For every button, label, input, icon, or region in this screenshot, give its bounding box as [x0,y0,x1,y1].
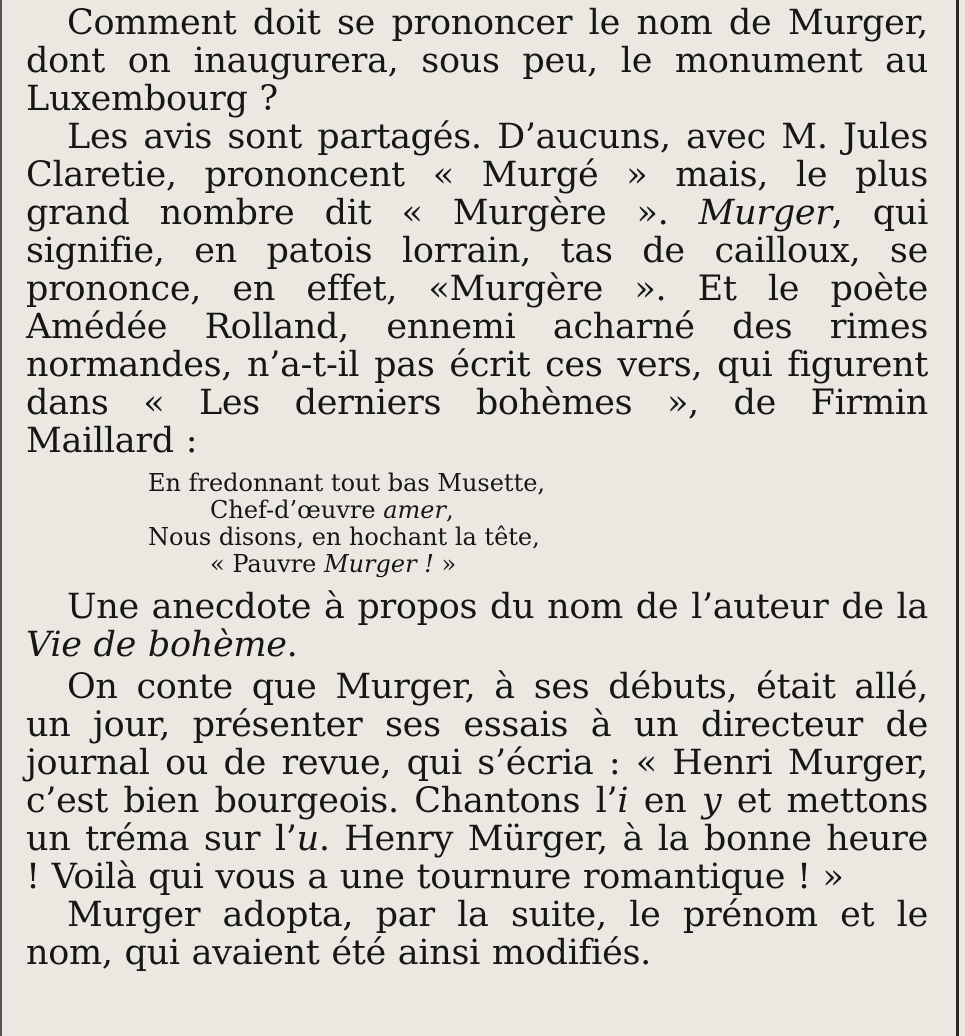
paragraph-4-italic-i: i [617,781,629,821]
verse-line-2-italic: amer [383,496,446,524]
paragraph-2-text-b: , qui signifie, en patois lorrain, tas de cailloux, se prononce, en effet, «Murgère ». Et le poète Amédée Rolland, ennemi acharné des rimes normandes, n’a-t-il pas écrit ces vers, qui figurent dans « Les derniers bohèmes », de Firmin Maillard : [26,193,928,461]
paragraph-5 [26,896,928,972]
verse-quotation [26,470,928,578]
paragraph-2-italic-murger: Murger [698,193,832,233]
paragraph-1 [26,4,928,118]
paragraph-2-text-a: Les avis sont partagés. D’aucuns, avec M. Jules Claretie, prononcent « Murgé » mais, le plus grand nombre dit « Murgère ». [26,117,928,233]
paragraph-3-italic-title: Vie de bohème [26,625,287,665]
paragraph-4-text-b: en [628,781,702,821]
verse-line-4-a: « Pauvre [210,550,325,578]
paragraph-4-text-a: On conte que Murger, à ses débuts, était allé, un jour, présenter ses essais à un directeur de journal ou de revue, qui s’écria : « Henri Murger, c’est bien bourgeois. Chantons l’ [26,667,928,821]
verse-line-2-c: , [445,496,454,524]
verse-line-2-a: Chef-d’œuvre [210,496,384,524]
paragraph-4-text-c: et mettons un tréma sur l’ [26,781,928,859]
article-column [26,4,928,972]
paragraph-1-text: Comment doit se prononcer le nom de Murger, dont on inaugurera, sous peu, le monument au Luxembourg ? [26,3,928,119]
verse-line-4-italic: Murger ! [324,550,434,578]
paragraph-3-text-a: Une anecdote à propos du nom de l’auteur de la [67,587,928,627]
paragraph-5-text: Murger adopta, par la suite, le prénom et le nom, qui avaient été ainsi modifiés. [26,895,928,973]
verse-line-2 [148,497,928,524]
verse-line-4-c: » [433,550,457,578]
paragraph-4-italic-u: u [296,819,319,859]
paragraph-4-italic-y: y [701,781,722,821]
paragraph-3-text-b: . [286,625,298,665]
verse-line-1: En fredonnant tout bas Musette, [148,469,546,497]
column-rule [956,0,959,1036]
left-edge-rule [0,0,2,1036]
paragraph-4 [26,668,928,896]
paragraph-4-text-d: . Henry Mürger, à la bonne heure ! Voilà qui vous a une tournure romantique ! » [26,819,928,897]
verse-line-4 [148,551,928,578]
paragraph-3 [26,588,928,664]
paragraph-2 [26,118,928,460]
verse-line-3: Nous disons, en hochant la tête, [148,523,540,551]
